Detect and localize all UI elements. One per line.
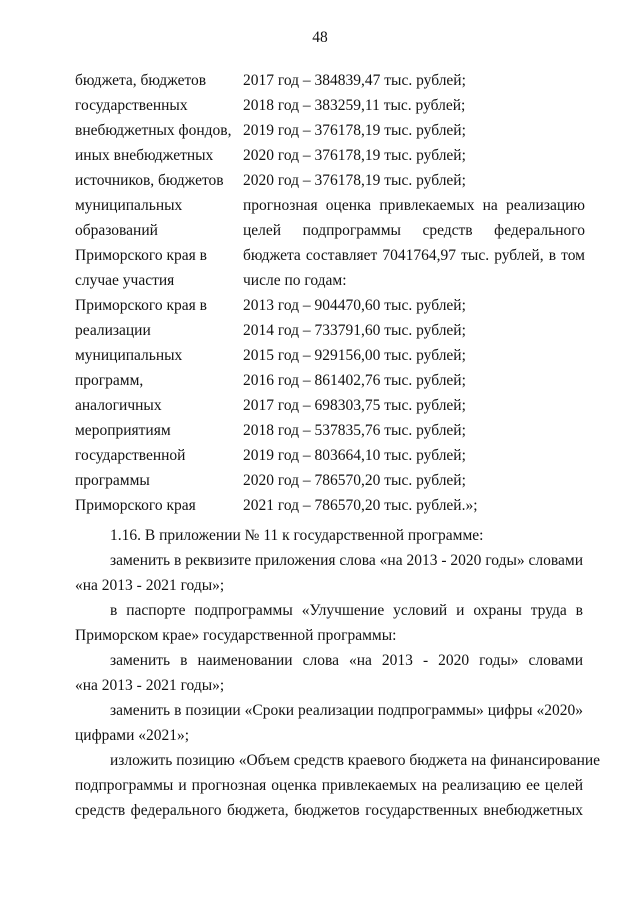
table-row	[75, 143, 585, 168]
table-row	[75, 443, 585, 468]
table-left-cell: программ,	[75, 372, 144, 389]
table-row	[75, 118, 585, 143]
text-line: заменить в реквизите приложения слова «на 2013 - 2020 годы» словами	[110, 552, 583, 569]
table-left-cell: Приморского края в	[75, 297, 207, 314]
table-right-cell: 2013 год – 904470,60 тыс. рублей;	[243, 297, 466, 314]
table-left-cell: программы	[75, 472, 150, 489]
table-right-cell: 2020 год – 376178,19 тыс. рублей;	[243, 147, 466, 164]
table-left-cell: муниципальных	[75, 347, 183, 364]
text-line: 1.16. В приложении № 11 к государственной программе:	[110, 527, 484, 544]
table-right-cell: числе по годам:	[243, 272, 347, 289]
table-left-cell: случае участия	[75, 272, 175, 289]
table-left-cell: государственных	[75, 97, 188, 114]
paragraph-state-position	[75, 748, 601, 823]
table-row	[75, 293, 585, 318]
text-line: цифрами «2021»;	[75, 727, 190, 744]
funding-table	[75, 68, 585, 518]
table-left-cell: аналогичных	[75, 397, 162, 414]
table-left-cell: Приморского края в	[75, 247, 207, 264]
text-line: Приморском крае» государственной программы:	[75, 627, 397, 644]
text-line: подпрограммы и прогнозная оценка привлекаемых на реализацию ее целей	[75, 777, 583, 794]
text-line: «на 2013 - 2021 годы»;	[75, 577, 225, 594]
table-left-cell: внебюджетных фондов,	[75, 122, 232, 139]
table-row	[75, 168, 585, 193]
table-row	[75, 318, 585, 343]
table-right-cell: 2014 год – 733791,60 тыс. рублей;	[243, 322, 466, 339]
text-line: заменить в позиции «Сроки реализации подпрограммы» цифры «2020»	[110, 702, 583, 719]
table-row	[75, 468, 585, 493]
text-line: в паспорте подпрограммы «Улучшение условий и охраны труда в	[110, 602, 583, 619]
paragraph-1-16-heading	[75, 523, 583, 548]
paragraph-replace-requisite	[75, 548, 583, 598]
table-left-cell: реализации	[75, 322, 151, 339]
table-right-cell: 2021 год – 786570,20 тыс. рублей.»;	[243, 497, 478, 514]
table-right-cell: целей подпрограммы средств федерального	[243, 222, 585, 239]
table-right-cell: 2019 год – 376178,19 тыс. рублей;	[243, 122, 466, 139]
table-row	[75, 368, 585, 393]
table-right-cell: 2020 год – 786570,20 тыс. рублей;	[243, 472, 466, 489]
table-row	[75, 68, 585, 93]
table-row	[75, 268, 585, 293]
table-left-cell: Приморского края	[75, 497, 196, 514]
table-row	[75, 243, 585, 268]
table-row	[75, 193, 585, 218]
table-right-cell: бюджета составляет 7041764,97 тыс. рублей, в том	[243, 247, 585, 264]
table-left-cell: государственной	[75, 447, 186, 464]
table-row	[75, 218, 585, 243]
table-right-cell: 2017 год – 384839,47 тыс. рублей;	[243, 72, 466, 89]
table-left-cell: иных внебюджетных	[75, 147, 214, 164]
table-left-cell: муниципальных	[75, 197, 183, 214]
table-row	[75, 93, 585, 118]
table-right-cell: прогнозная оценка привлекаемых на реализацию	[243, 197, 585, 214]
text-line: средств федерального бюджета, бюджетов государственных внебюджетных	[75, 802, 583, 819]
table-left-cell: источников, бюджетов	[75, 172, 224, 189]
table-left-cell: образований	[75, 222, 158, 239]
table-row	[75, 493, 585, 518]
table-row	[75, 393, 585, 418]
text-line: изложить позицию «Объем средств краевого бюджета на финансирование	[110, 752, 601, 769]
table-right-cell: 2016 год – 861402,76 тыс. рублей;	[243, 372, 466, 389]
table-right-cell: 2017 год – 698303,75 тыс. рублей;	[243, 397, 466, 414]
table-row	[75, 418, 585, 443]
paragraph-replace-title	[75, 648, 583, 698]
table-right-cell: 2020 год – 376178,19 тыс. рублей;	[243, 172, 466, 189]
table-right-cell: 2019 год – 803664,10 тыс. рублей;	[243, 447, 466, 464]
text-line: заменить в наименовании слова «на 2013 - 2020 годы» словами	[110, 652, 583, 669]
table-right-cell: 2018 год – 537835,76 тыс. рублей;	[243, 422, 466, 439]
paragraph-replace-term	[75, 698, 583, 748]
table-left-cell: мероприятиям	[75, 422, 171, 439]
table-right-cell: 2018 год – 383259,11 тыс. рублей;	[243, 97, 466, 114]
text-line: «на 2013 - 2021 годы»;	[75, 677, 225, 694]
page-number: 48	[312, 29, 328, 46]
table-left-cell: бюджета, бюджетов	[75, 72, 207, 89]
table-right-cell: 2015 год – 929156,00 тыс. рублей;	[243, 347, 466, 364]
table-row	[75, 343, 585, 368]
paragraph-subprogram-passport	[75, 598, 583, 648]
